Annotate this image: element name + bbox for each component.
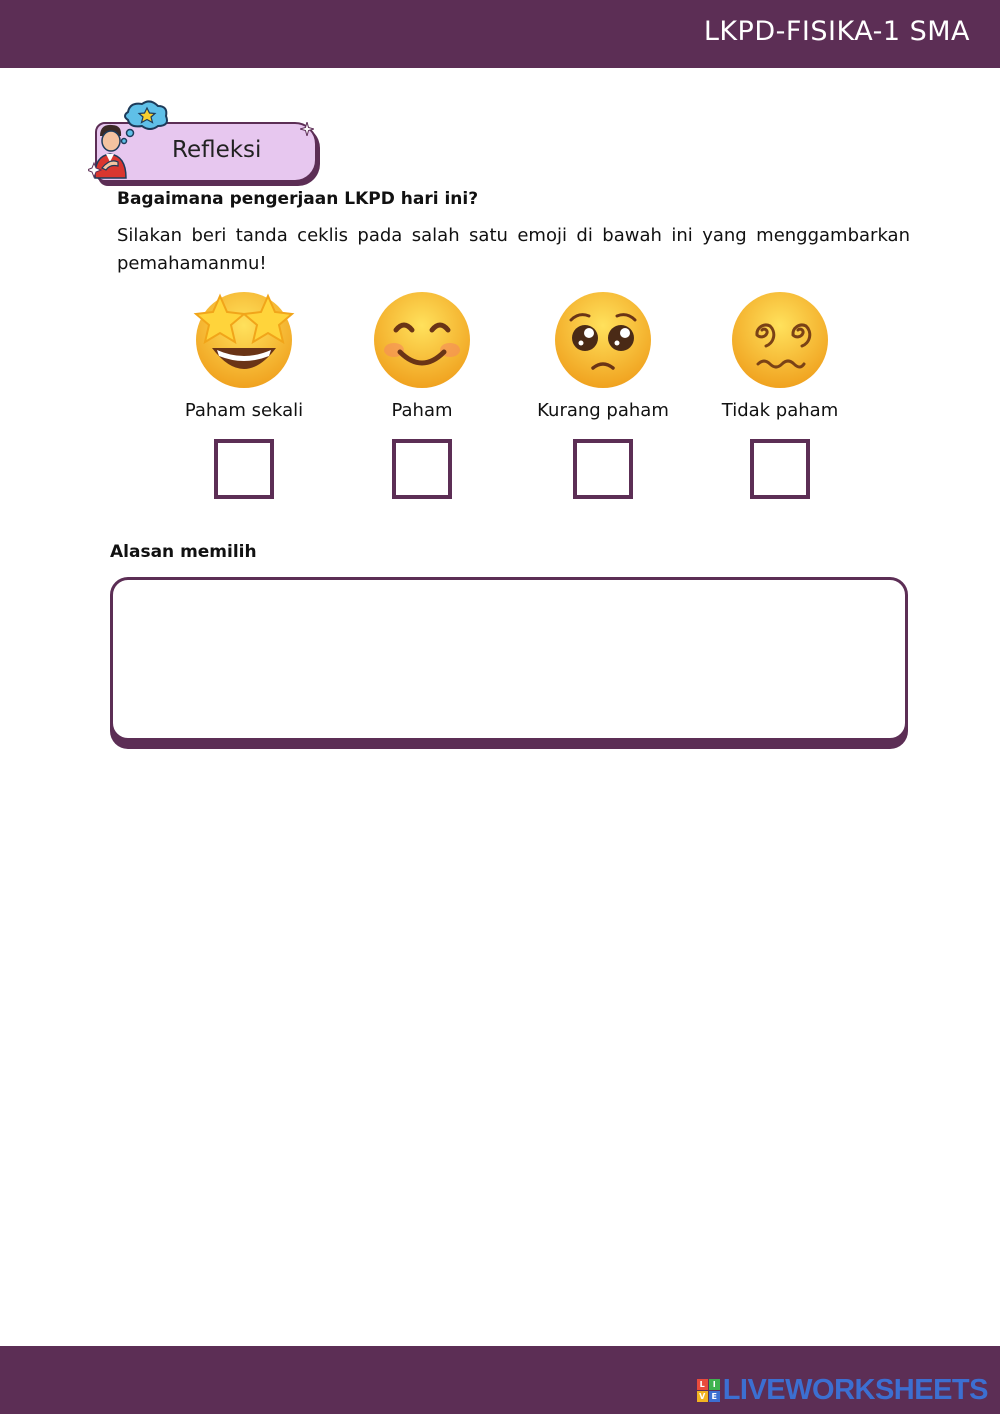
smiling-emoji-icon	[372, 290, 472, 390]
star-struck-emoji-icon	[190, 290, 298, 390]
thinking-student-icon	[88, 98, 174, 184]
option-kurang-paham	[508, 290, 698, 499]
option-tidak-paham	[685, 290, 875, 499]
instruction-text: Silakan beri tanda ceklis pada salah satu emoji di bawah ini yang menggambarkan pemahamanmu!	[117, 225, 910, 274]
option-label: Paham	[391, 400, 453, 421]
liveworksheets-logo	[697, 1374, 988, 1407]
option-paham-sekali	[149, 290, 339, 499]
checkbox-paham[interactable]	[392, 439, 452, 499]
sparkle-icon	[300, 122, 314, 136]
checkbox-tidak-paham[interactable]	[750, 439, 810, 499]
dizzy-emoji-icon	[730, 290, 830, 390]
header-bar	[0, 0, 1000, 68]
reason-input[interactable]	[110, 577, 908, 741]
option-label: Paham sekali	[184, 400, 304, 421]
header-title: LKPD-FISIKA-1 SMA	[703, 16, 970, 47]
option-paham	[327, 290, 517, 499]
liveworksheets-logo-icon: L I V E	[697, 1379, 720, 1402]
section-title: Refleksi	[172, 137, 262, 163]
question-text: Bagaimana pengerjaan LKPD hari ini?	[117, 189, 479, 209]
pleading-emoji-icon	[553, 290, 653, 390]
checkbox-paham-sekali[interactable]	[214, 439, 274, 499]
liveworksheets-logo-text: LIVEWORKSHEETS	[722, 1374, 988, 1406]
option-label: Tidak paham	[721, 400, 839, 421]
option-label: Kurang paham	[537, 400, 669, 421]
reason-label: Alasan memilih	[110, 542, 257, 562]
checkbox-kurang-paham[interactable]	[573, 439, 633, 499]
